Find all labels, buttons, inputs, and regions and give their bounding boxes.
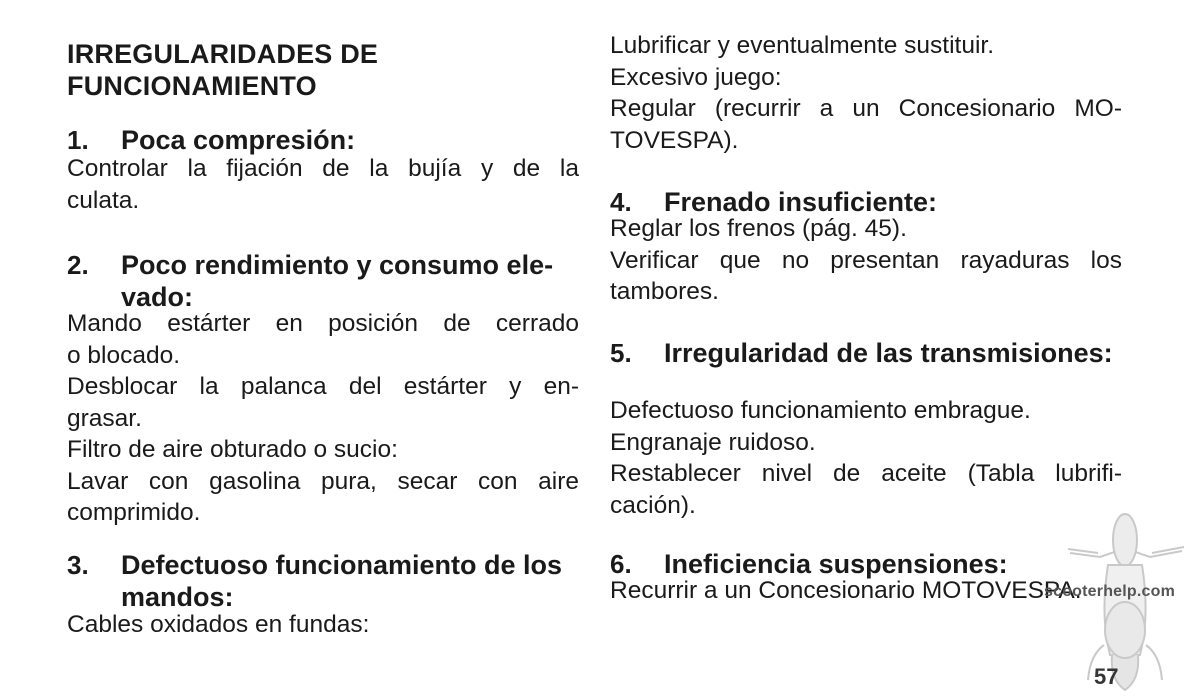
body-line: Excesivo juego: xyxy=(610,63,782,91)
section-number: 1. xyxy=(67,125,89,155)
body-line: Desblocar la palanca del estárter y en- xyxy=(67,373,579,400)
body-line: Recurrir a un Concesionario MOTOVESPA. xyxy=(610,577,1082,604)
body-line: Engranaje ruidoso. xyxy=(610,428,816,456)
body-line: Controlar la fijación de la bujía y de la xyxy=(67,155,579,182)
section-number: 3. xyxy=(67,550,89,580)
body-line: Cables oxidados en fundas: xyxy=(67,611,370,638)
section-2-body xyxy=(67,308,579,529)
body-line: comprimido. xyxy=(67,499,201,526)
section-heading-text: Ineficiencia suspensiones: xyxy=(664,549,1008,579)
body-line: TOVESPA). xyxy=(610,126,739,154)
body-line: tambores. xyxy=(610,278,719,305)
body-line: Verificar que no presentan rayaduras los xyxy=(610,246,1122,274)
body-line: Lavar con gasolina pura, secar con aire xyxy=(67,467,579,495)
page-title-line-2: FUNCIONAMIENTO xyxy=(67,71,317,101)
section-number: 2. xyxy=(67,250,89,280)
body-line: cación). xyxy=(610,491,696,519)
section-heading-text: Irregularidad de las transmisiones: xyxy=(664,338,1113,368)
section-number: 6. xyxy=(610,549,632,579)
section-1-heading xyxy=(67,124,579,156)
page-number: 57 xyxy=(1094,664,1119,689)
watermark-text: scooterhelp.com xyxy=(1044,583,1176,600)
section-heading-text: vado: xyxy=(121,282,194,312)
body-line: Lubrificar y eventualmente sustituir. xyxy=(610,32,995,59)
section-heading-text: Poco rendimiento y consumo ele- xyxy=(121,250,554,280)
body-line: culata. xyxy=(67,186,140,214)
section-5-heading xyxy=(610,337,1130,369)
section-4-body xyxy=(610,213,1122,308)
section-heading-text: Poca compresión: xyxy=(121,125,356,155)
section-3-continued-body xyxy=(610,30,1122,156)
body-line: Reglar los frenos (pág. 45). xyxy=(610,215,907,242)
section-number: 4. xyxy=(610,187,632,217)
section-5-body xyxy=(610,395,1122,521)
section-heading-text: Frenado insuficiente: xyxy=(664,187,938,217)
body-line: Restablecer nivel de aceite (Tabla lubrifi- xyxy=(610,460,1122,487)
section-heading-text: mandos: xyxy=(121,582,234,612)
section-3-heading xyxy=(67,549,579,613)
page-title xyxy=(67,38,378,102)
body-line: Regular (recurrir a un Concesionario MO- xyxy=(610,95,1122,122)
section-1-body xyxy=(67,153,579,216)
body-line: grasar. xyxy=(67,404,142,432)
section-2-heading xyxy=(67,249,579,313)
section-3-body xyxy=(67,609,579,641)
body-line: Mando estárter en posición de cerrado xyxy=(67,310,579,337)
section-number: 5. xyxy=(610,338,632,368)
page-title-line-1: IRREGULARIDADES DE xyxy=(67,39,379,69)
section-heading-text: Defectuoso funcionamiento de los xyxy=(121,550,563,580)
body-line: Filtro de aire obturado o sucio: xyxy=(67,436,398,463)
body-line: o blocado. xyxy=(67,341,181,369)
body-line: Defectuoso funcionamiento embrague. xyxy=(610,397,1031,424)
